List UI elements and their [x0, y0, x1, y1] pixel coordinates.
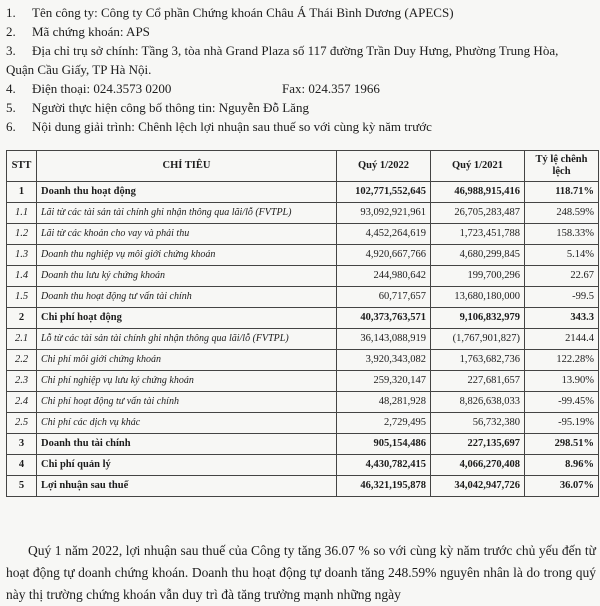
header-stt: STT: [7, 151, 37, 182]
cell-stt: 1.3: [7, 245, 37, 266]
cell-rate: 13.90%: [525, 371, 599, 392]
cell-item: Chi phí môi giới chứng khoán: [37, 350, 337, 371]
cell-item: Chi phí nghiệp vụ lưu ký chứng khoán: [37, 371, 337, 392]
cell-q2021: 1,723,451,788: [431, 224, 525, 245]
cell-stt: 2.1: [7, 329, 37, 350]
table-row: [7, 329, 599, 350]
cell-q2022: 36,143,088,919: [337, 329, 431, 350]
table-row: [7, 287, 599, 308]
cell-stt: 3: [7, 434, 37, 455]
cell-stt: 2.5: [7, 413, 37, 434]
cell-rate: 158.33%: [525, 224, 599, 245]
table-row: [7, 203, 599, 224]
cell-rate: 5.14%: [525, 245, 599, 266]
cell-item: Chi phí quản lý: [37, 455, 337, 476]
info-ticker: [6, 22, 594, 41]
info-number: 5.: [6, 100, 16, 115]
table-row: [7, 476, 599, 497]
cell-item: Lãi từ các khoản cho vay và phải thu: [37, 224, 337, 245]
header-q2021: Quý 1/2021: [431, 151, 525, 182]
table-row: [7, 371, 599, 392]
table-row: [7, 350, 599, 371]
cell-q2022: 60,717,657: [337, 287, 431, 308]
header-item: CHỈ TIÊU: [37, 151, 337, 182]
cell-item: Chi phí hoạt động tư vấn tài chính: [37, 392, 337, 413]
cell-q2022: 3,920,343,082: [337, 350, 431, 371]
header-rate: Tỷ lệ chênh lệch: [525, 151, 599, 182]
cell-q2022: 102,771,552,645: [337, 182, 431, 203]
cell-q2021: 227,681,657: [431, 371, 525, 392]
cell-q2021: 9,106,832,979: [431, 308, 525, 329]
cell-stt: 5: [7, 476, 37, 497]
company-info: [6, 3, 594, 136]
cell-q2021: 4,680,299,845: [431, 245, 525, 266]
cell-stt: 2.2: [7, 350, 37, 371]
table-header-row: [7, 151, 599, 182]
cell-stt: 1.5: [7, 287, 37, 308]
info-address: [6, 41, 594, 60]
cell-rate: 8.96%: [525, 455, 599, 476]
paragraph-text: Quý 1 năm 2022, lợi nhuận sau thuế của Công ty tăng 36.07 % so với cùng kỳ năm trước chủ yếu đến từ hoạt động tự doanh chứng khoán. Doanh thu hoạt động tự doanh tăng 248.59% nguyên nhân là do trong quý này thị trường chứng khoán vẫn duy trì đà tăng trưởng mạnh những ngày: [6, 543, 596, 602]
cell-q2021: (1,767,901,827): [431, 329, 525, 350]
cell-stt: 4: [7, 455, 37, 476]
cell-q2021: 1,763,682,736: [431, 350, 525, 371]
cell-q2022: 244,980,642: [337, 266, 431, 287]
table-row: [7, 413, 599, 434]
cell-q2021: 8,826,638,033: [431, 392, 525, 413]
table-row: [7, 182, 599, 203]
cell-stt: 1.2: [7, 224, 37, 245]
cell-q2021: 13,680,180,000: [431, 287, 525, 308]
cell-rate: 248.59%: [525, 203, 599, 224]
info-text: Mã chứng khoán: APS: [32, 24, 150, 39]
table-row: [7, 392, 599, 413]
cell-rate: -99.45%: [525, 392, 599, 413]
cell-q2021: 46,988,915,416: [431, 182, 525, 203]
cell-item: Chi phí hoạt động: [37, 308, 337, 329]
cell-item: Lỗ từ các tài sản tài chính ghi nhận thông qua lãi/lỗ (FVTPL): [37, 329, 337, 350]
cell-q2022: 2,729,495: [337, 413, 431, 434]
profit-comparison-table: [6, 150, 599, 497]
cell-rate: 118.71%: [525, 182, 599, 203]
cell-item: Doanh thu nghiệp vụ môi giới chứng khoán: [37, 245, 337, 266]
cell-q2021: 56,732,380: [431, 413, 525, 434]
cell-q2022: 4,452,264,619: [337, 224, 431, 245]
cell-rate: 22.67: [525, 266, 599, 287]
info-number: 2.: [6, 24, 16, 39]
info-text: Địa chỉ trụ sở chính: Tầng 3, tòa nhà Grand Plaza số 117 đường Trần Duy Hưng, Phường Trung Hòa,: [32, 43, 559, 58]
info-number: 1.: [6, 5, 16, 20]
cell-q2021: 34,042,947,726: [431, 476, 525, 497]
info-text: Tên công ty: Công ty Cổ phần Chứng khoán Châu Á Thái Bình Dương (APECS): [32, 5, 454, 20]
cell-q2022: 4,430,782,415: [337, 455, 431, 476]
cell-stt: 2.3: [7, 371, 37, 392]
table-body: [7, 182, 599, 497]
cell-item: Doanh thu hoạt động tư vấn tài chính: [37, 287, 337, 308]
cell-rate: -99.5: [525, 287, 599, 308]
cell-rate: 36.07%: [525, 476, 599, 497]
info-content: [6, 117, 594, 136]
cell-item: Doanh thu hoạt động: [37, 182, 337, 203]
info-text: Điện thoại: 024.3573 0200: [32, 81, 172, 96]
info-fax: Fax: 024.357 1966: [282, 81, 380, 96]
cell-rate: 298.51%: [525, 434, 599, 455]
cell-stt: 2.4: [7, 392, 37, 413]
info-text: Người thực hiện công bố thông tin: Nguyễn Đỗ Lăng: [32, 100, 309, 115]
cell-q2022: 905,154,486: [337, 434, 431, 455]
table-row: [7, 245, 599, 266]
header-q2022: Quý 1/2022: [337, 151, 431, 182]
info-company: [6, 3, 594, 22]
cell-stt: 2: [7, 308, 37, 329]
info-discloser: [6, 98, 594, 117]
cell-item: Chi phí các dịch vụ khác: [37, 413, 337, 434]
cell-stt: 1: [7, 182, 37, 203]
table-row: [7, 224, 599, 245]
cell-q2021: 199,700,296: [431, 266, 525, 287]
cell-q2021: 26,705,283,487: [431, 203, 525, 224]
cell-rate: 343.3: [525, 308, 599, 329]
cell-stt: 1.1: [7, 203, 37, 224]
cell-rate: 2144.4: [525, 329, 599, 350]
info-address-continued: [6, 60, 594, 79]
cell-q2022: 259,320,147: [337, 371, 431, 392]
cell-stt: 1.4: [7, 266, 37, 287]
info-phone: [6, 79, 594, 98]
cell-q2022: 46,321,195,878: [337, 476, 431, 497]
table-row: [7, 308, 599, 329]
cell-item: Lãi từ các tài sản tài chính ghi nhận thông qua lãi/lỗ (FVTPL): [37, 203, 337, 224]
cell-item: Doanh thu tài chính: [37, 434, 337, 455]
info-text: Quận Cầu Giấy, TP Hà Nội.: [6, 62, 152, 77]
info-text: Nội dung giải trình: Chênh lệch lợi nhuận sau thuế so với cùng kỳ năm trước: [32, 119, 432, 134]
table-row: [7, 266, 599, 287]
cell-rate: -95.19%: [525, 413, 599, 434]
cell-q2022: 4,920,667,766: [337, 245, 431, 266]
cell-q2021: 227,135,697: [431, 434, 525, 455]
cell-rate: 122.28%: [525, 350, 599, 371]
info-number: 3.: [6, 43, 16, 58]
cell-q2022: 93,092,921,961: [337, 203, 431, 224]
cell-item: Doanh thu lưu ký chứng khoán: [37, 266, 337, 287]
cell-q2022: 48,281,928: [337, 392, 431, 413]
cell-q2022: 40,373,763,571: [337, 308, 431, 329]
cell-item: Lợi nhuận sau thuế: [37, 476, 337, 497]
explanation-paragraph: [6, 540, 596, 606]
table-row: [7, 455, 599, 476]
info-number: 4.: [6, 81, 16, 96]
table-row: [7, 434, 599, 455]
info-number: 6.: [6, 119, 16, 134]
cell-q2021: 4,066,270,408: [431, 455, 525, 476]
